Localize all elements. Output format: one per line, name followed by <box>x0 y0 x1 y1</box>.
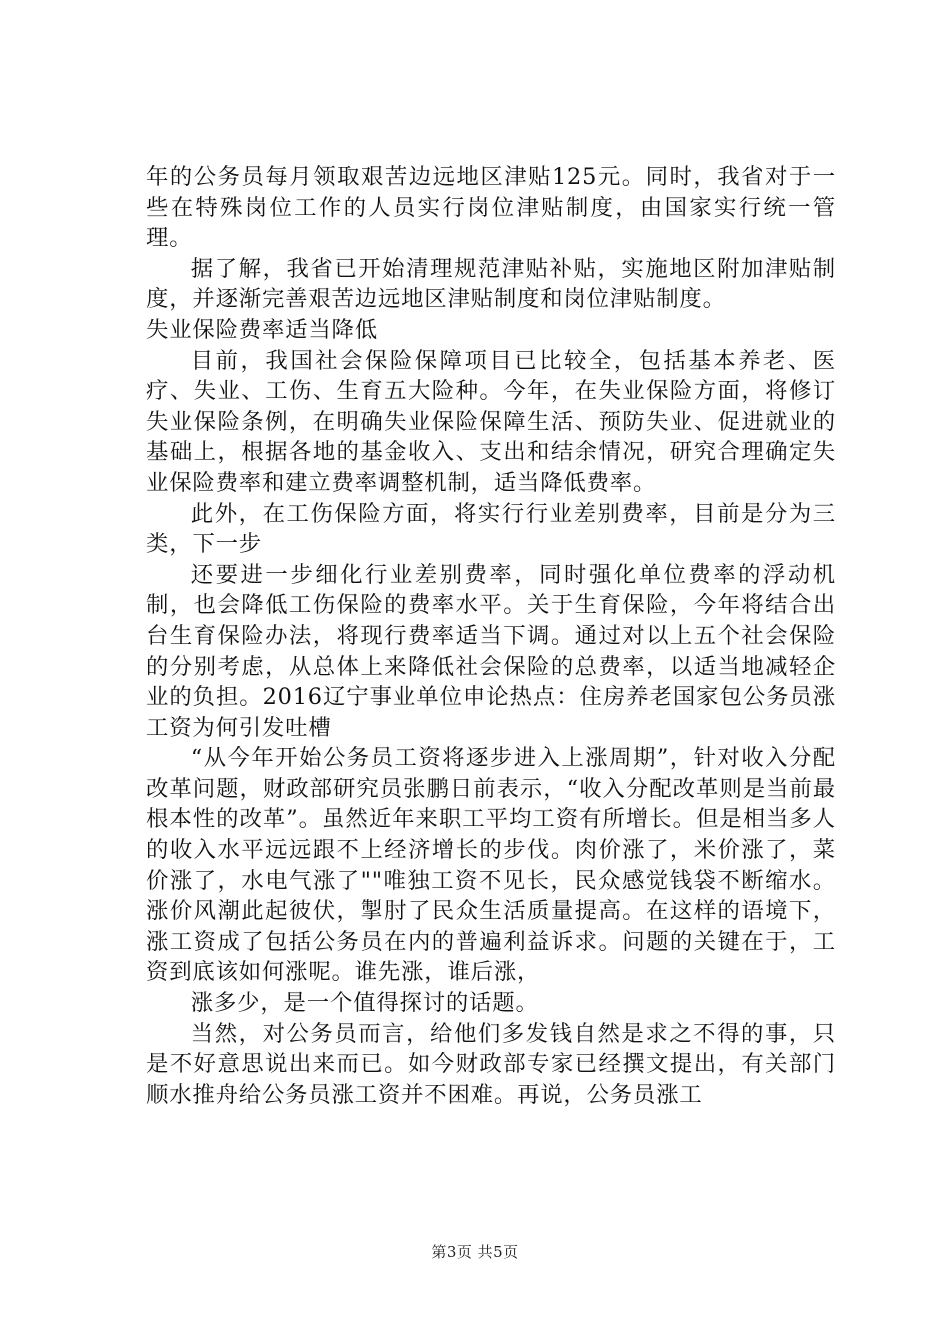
paragraph-1: 年的公务员每月领取艰苦边远地区津贴125元。同时，我省对于一些在特殊岗位工作的人员实行岗位津贴制度，由国家实行统一管理。 <box>146 164 836 252</box>
page-number-footer: 第3页 共5页 <box>431 1243 519 1261</box>
paragraph-5: 还要进一步细化行业差别费率，同时强化单位费率的浮动机制，也会降低工伤保险的费率水平。关于生育保险，今年将结合出台生育保险办法，将现行费率适当下调。通过对以上五个社会保险的分别考虑，从总体上来降低社会保险的总费率，以适当地减轻企业的负担。2016辽宁事业单位申论热点：住房养老国家包公务员涨工资为何引发吐槽 <box>146 561 836 741</box>
paragraph-7: 涨多少，是一个值得探讨的话题。 <box>190 990 539 1017</box>
paragraph-6: “从今年开始公务员工资将逐步进入上涨周期”，针对收入分配改革问题，财政部研究员张鹏日前表示，“收入分配改革则是当前最根本性的改革”。虽然近年来职工平均工资有所增长。但是相当多人的收入水平远远跟不上经济增长的步伐。肉价涨了，米价涨了，菜价涨了，水电气涨了""唯独工资不见长，民众感觉钱袋不断缩水。涨价风潮此起彼伏，掣肘了民众生活质量提高。在这样的语境下，涨工资成了包括公务员在内的普遍利益诉求。问题的关键在于，工资到底该如何涨呢。谁先涨，谁后涨， <box>146 745 836 986</box>
paragraph-3: 目前，我国社会保险保障项目已比较全，包括基本养老、医疗、失业、工伤、生育五大险种。今年，在失业保险方面，将修订失业保险条例，在明确失业保险保障生活、预防失业、促进就业的基础上，根据各地的基金收入、支出和结余情况，研究合理确定失业保险费率和建立费率调整机制，适当降低费率。 <box>146 347 836 496</box>
paragraph-2: 据了解，我省已开始清理规范津贴补贴，实施地区附加津贴制度，并逐渐完善艰苦边远地区津贴制度和岗位津贴制度。 <box>146 255 836 313</box>
paragraph-8: 当然，对公务员而言，给他们多发钱自然是求之不得的事，只是不好意思说出来而已。如今财政部专家已经撰文提出，有关部门顺水推舟给公务员涨工资并不困难。再说，公务员涨工 <box>146 1020 836 1108</box>
document-body <box>146 162 836 1110</box>
paragraph-4: 此外，在工伤保险方面，将实行行业差别费率，目前是分为三类，下一步 <box>146 500 836 558</box>
section-heading: 失业保险费率适当降低 <box>146 316 378 343</box>
